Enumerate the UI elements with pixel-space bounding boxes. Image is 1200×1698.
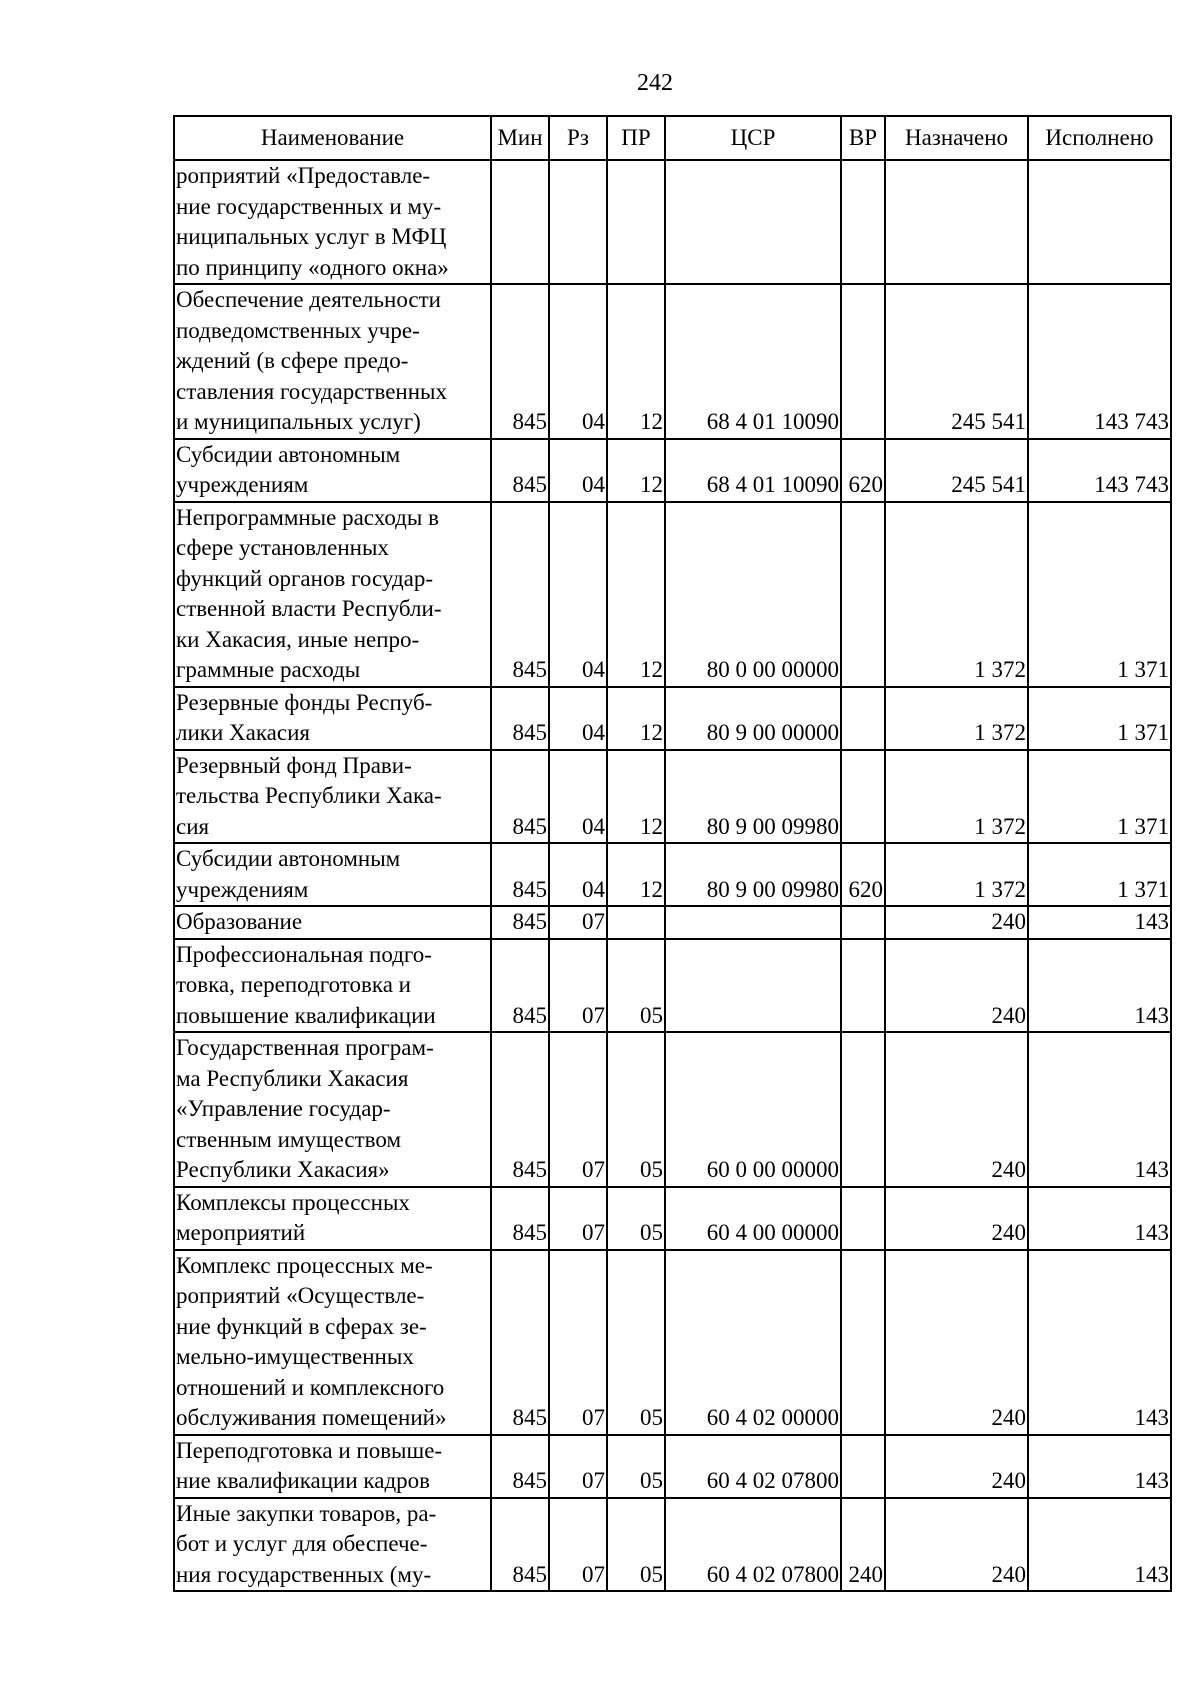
cell-name-line: Обеспечение деятельности	[176, 287, 441, 312]
cell-csr: 60 4 00 00000	[665, 1187, 841, 1250]
table-row	[174, 1032, 1171, 1187]
cell-name	[174, 939, 491, 1033]
cell-min: 845	[491, 750, 549, 844]
cell-name-line: ма Республики Хакасия	[176, 1065, 409, 1091]
cell-csr: 68 4 01 10090	[665, 284, 841, 439]
header-min: Мин	[491, 116, 549, 160]
cell-executed: 143 743	[1028, 284, 1171, 439]
header-pr: ПР	[607, 116, 665, 160]
header-executed: Исполнено	[1028, 116, 1171, 160]
cell-name-line: ки Хакасия, иные непро-	[176, 626, 420, 652]
cell-csr: 60 4 02 07800	[665, 1498, 841, 1592]
cell-csr: 80 9 00 00000	[665, 687, 841, 750]
cell-min: 845	[491, 1250, 549, 1435]
cell-name-line: повышение квалификации	[176, 1002, 436, 1028]
cell-name-line: подведомственных учре-	[176, 317, 420, 343]
cell-name	[174, 843, 491, 906]
cell-executed: 143	[1028, 1250, 1171, 1435]
cell-executed: 143	[1028, 1498, 1171, 1592]
page-number: 242	[637, 70, 673, 96]
cell-name-line: Профессиональная подго-	[176, 941, 432, 967]
cell-assigned: 245 541	[885, 284, 1028, 439]
cell-name-line: функций органов государ-	[176, 565, 434, 591]
cell-vr	[841, 160, 885, 284]
cell-name-line: тельства Республики Хака-	[176, 783, 442, 808]
table-row	[174, 939, 1171, 1033]
cell-name-line: Переподготовка и повыше-	[176, 1437, 443, 1463]
cell-executed: 143	[1028, 1032, 1171, 1187]
cell-pr: 05	[607, 1435, 665, 1498]
cell-name-line: Субсидии автономным	[176, 846, 401, 871]
cell-executed: 1 371	[1028, 502, 1171, 687]
cell-min: 845	[491, 1498, 549, 1592]
cell-name	[174, 160, 491, 284]
table-row	[174, 284, 1171, 439]
cell-name-line: роприятий «Предоставле-	[176, 163, 431, 188]
table-row	[174, 1250, 1171, 1435]
cell-min: 845	[491, 843, 549, 906]
cell-name	[174, 1032, 491, 1187]
cell-rz: 04	[549, 502, 607, 687]
cell-rz: 07	[549, 1187, 607, 1250]
cell-executed: 143	[1028, 906, 1171, 939]
cell-assigned: 1 372	[885, 750, 1028, 844]
table-body	[174, 160, 1171, 1591]
cell-name	[174, 906, 491, 939]
cell-name	[174, 439, 491, 502]
cell-name-line: ственным имуществом	[176, 1126, 402, 1152]
cell-name	[174, 284, 491, 439]
cell-assigned: 240	[885, 1187, 1028, 1250]
cell-name-line: «Управление государ-	[176, 1096, 391, 1121]
cell-pr: 05	[607, 1187, 665, 1250]
cell-name-line: Государственная програм-	[176, 1035, 434, 1060]
cell-name-line: обслуживания помещений»	[176, 1405, 447, 1430]
cell-rz: 04	[549, 439, 607, 502]
cell-name-line: учреждениям	[176, 876, 309, 902]
table-row	[174, 843, 1171, 906]
cell-name	[174, 687, 491, 750]
cell-name-line: сфере установленных	[176, 535, 389, 560]
cell-name-line: Субсидии автономным	[176, 441, 401, 467]
cell-name	[174, 1435, 491, 1498]
cell-executed: 143	[1028, 939, 1171, 1033]
table-row	[174, 750, 1171, 844]
cell-csr: 68 4 01 10090	[665, 439, 841, 502]
cell-rz	[549, 160, 607, 284]
cell-vr: 240	[841, 1498, 885, 1592]
cell-executed: 1 371	[1028, 687, 1171, 750]
header-assigned: Назначено	[885, 116, 1028, 160]
cell-rz: 07	[549, 1435, 607, 1498]
cell-assigned	[885, 160, 1028, 284]
cell-name-line: бот и услуг для обеспече-	[176, 1531, 428, 1556]
cell-name	[174, 502, 491, 687]
cell-assigned: 240	[885, 906, 1028, 939]
cell-name-line: учреждениям	[176, 472, 309, 497]
cell-vr	[841, 1435, 885, 1498]
table-row	[174, 160, 1171, 284]
cell-vr	[841, 502, 885, 687]
cell-name-line: и муниципальных услуг)	[176, 409, 421, 434]
cell-assigned: 240	[885, 939, 1028, 1033]
cell-pr: 12	[607, 502, 665, 687]
cell-name-line: ние квалификации кадров	[176, 1468, 431, 1493]
cell-rz: 07	[549, 906, 607, 939]
cell-name-line: Резервные фонды Респуб-	[176, 689, 433, 715]
cell-vr	[841, 906, 885, 939]
header-rz: Рз	[549, 116, 607, 160]
header-row	[174, 116, 1171, 160]
cell-vr: 620	[841, 843, 885, 906]
cell-rz: 04	[549, 687, 607, 750]
cell-pr: 12	[607, 687, 665, 750]
cell-name-line: мельно-имущественных	[176, 1344, 414, 1369]
header-name: Наименование	[174, 116, 491, 160]
cell-assigned: 1 372	[885, 687, 1028, 750]
cell-csr	[665, 160, 841, 284]
cell-name-line: роприятий «Осуществле-	[176, 1283, 425, 1308]
table-row	[174, 1498, 1171, 1592]
cell-rz: 07	[549, 1032, 607, 1187]
cell-min: 845	[491, 939, 549, 1033]
cell-vr	[841, 687, 885, 750]
cell-vr	[841, 284, 885, 439]
cell-min	[491, 160, 549, 284]
cell-csr	[665, 906, 841, 939]
cell-csr: 60 4 02 00000	[665, 1250, 841, 1435]
cell-rz: 07	[549, 939, 607, 1033]
cell-pr	[607, 160, 665, 284]
cell-name-line: ния государственных (му-	[176, 1561, 432, 1587]
cell-name-line: Комплекс процессных ме-	[176, 1252, 433, 1278]
cell-csr: 80 9 00 09980	[665, 750, 841, 844]
cell-csr: 80 9 00 09980	[665, 843, 841, 906]
cell-rz: 04	[549, 750, 607, 844]
cell-vr	[841, 1187, 885, 1250]
cell-pr: 12	[607, 843, 665, 906]
cell-min: 845	[491, 1435, 549, 1498]
cell-name	[174, 1187, 491, 1250]
cell-rz: 07	[549, 1250, 607, 1435]
cell-name-line: ние функций в сферах зе-	[176, 1313, 427, 1339]
cell-min: 845	[491, 439, 549, 502]
cell-pr: 12	[607, 750, 665, 844]
cell-name-line: мероприятий	[176, 1220, 306, 1245]
cell-name-line: граммные расходы	[176, 657, 361, 682]
cell-assigned: 1 372	[885, 502, 1028, 687]
cell-name-line: отношений и комплексного	[176, 1374, 445, 1400]
cell-csr	[665, 939, 841, 1033]
cell-name-line: ственной власти Республи-	[176, 596, 442, 621]
cell-min: 845	[491, 687, 549, 750]
cell-pr: 05	[607, 1250, 665, 1435]
cell-name-line: сия	[176, 813, 210, 839]
header-csr: ЦСР	[665, 116, 841, 160]
header-vr: ВР	[841, 116, 885, 160]
cell-assigned: 240	[885, 1435, 1028, 1498]
cell-name-line: товка, переподготовка и	[176, 972, 411, 997]
table-row	[174, 687, 1171, 750]
cell-vr: 620	[841, 439, 885, 502]
cell-pr: 05	[607, 1032, 665, 1187]
table-row	[174, 439, 1171, 502]
cell-vr	[841, 939, 885, 1033]
table-row	[174, 502, 1171, 687]
cell-vr	[841, 1250, 885, 1435]
cell-name-line: ниципальных услуг в МФЦ	[176, 224, 447, 249]
cell-name-line: Резервный фонд Прави-	[176, 752, 412, 778]
cell-min: 845	[491, 1032, 549, 1187]
cell-executed	[1028, 160, 1171, 284]
cell-executed: 1 371	[1028, 750, 1171, 844]
cell-name-line: Иные закупки товаров, ра-	[176, 1500, 437, 1526]
cell-rz: 04	[549, 843, 607, 906]
cell-name-line: ждений (в сфере предо-	[176, 348, 409, 373]
cell-assigned: 240	[885, 1498, 1028, 1592]
cell-csr: 80 0 00 00000	[665, 502, 841, 687]
cell-name-line: по принципу «одного окна»	[176, 254, 449, 280]
cell-rz: 04	[549, 284, 607, 439]
cell-pr: 12	[607, 284, 665, 439]
cell-executed: 1 371	[1028, 843, 1171, 906]
cell-pr	[607, 906, 665, 939]
cell-min: 845	[491, 1187, 549, 1250]
cell-name-line: Непрограммные расходы в	[176, 504, 439, 530]
cell-name-line: ставления государственных	[176, 378, 448, 404]
cell-assigned: 240	[885, 1250, 1028, 1435]
cell-name	[174, 1498, 491, 1592]
cell-name-line: Образование	[176, 909, 303, 934]
cell-vr	[841, 750, 885, 844]
cell-rz: 07	[549, 1498, 607, 1592]
cell-executed: 143	[1028, 1187, 1171, 1250]
budget-table	[173, 115, 1172, 1592]
cell-assigned: 1 372	[885, 843, 1028, 906]
cell-name-line: лики Хакасия	[176, 720, 310, 745]
cell-name-line: Комплексы процессных	[176, 1189, 410, 1215]
cell-name-line: Республики Хакасия»	[176, 1157, 390, 1182]
cell-min: 845	[491, 502, 549, 687]
cell-vr	[841, 1032, 885, 1187]
table-row	[174, 906, 1171, 939]
cell-assigned: 240	[885, 1032, 1028, 1187]
cell-csr: 60 0 00 00000	[665, 1032, 841, 1187]
table-row	[174, 1435, 1171, 1498]
cell-executed: 143 743	[1028, 439, 1171, 502]
cell-name	[174, 1250, 491, 1435]
cell-name	[174, 750, 491, 844]
cell-name-line: ние государственных и му-	[176, 193, 442, 219]
cell-min: 845	[491, 906, 549, 939]
table-row	[174, 1187, 1171, 1250]
cell-pr: 12	[607, 439, 665, 502]
cell-min: 845	[491, 284, 549, 439]
cell-pr: 05	[607, 1498, 665, 1592]
cell-pr: 05	[607, 939, 665, 1033]
cell-assigned: 245 541	[885, 439, 1028, 502]
cell-csr: 60 4 02 07800	[665, 1435, 841, 1498]
cell-executed: 143	[1028, 1435, 1171, 1498]
